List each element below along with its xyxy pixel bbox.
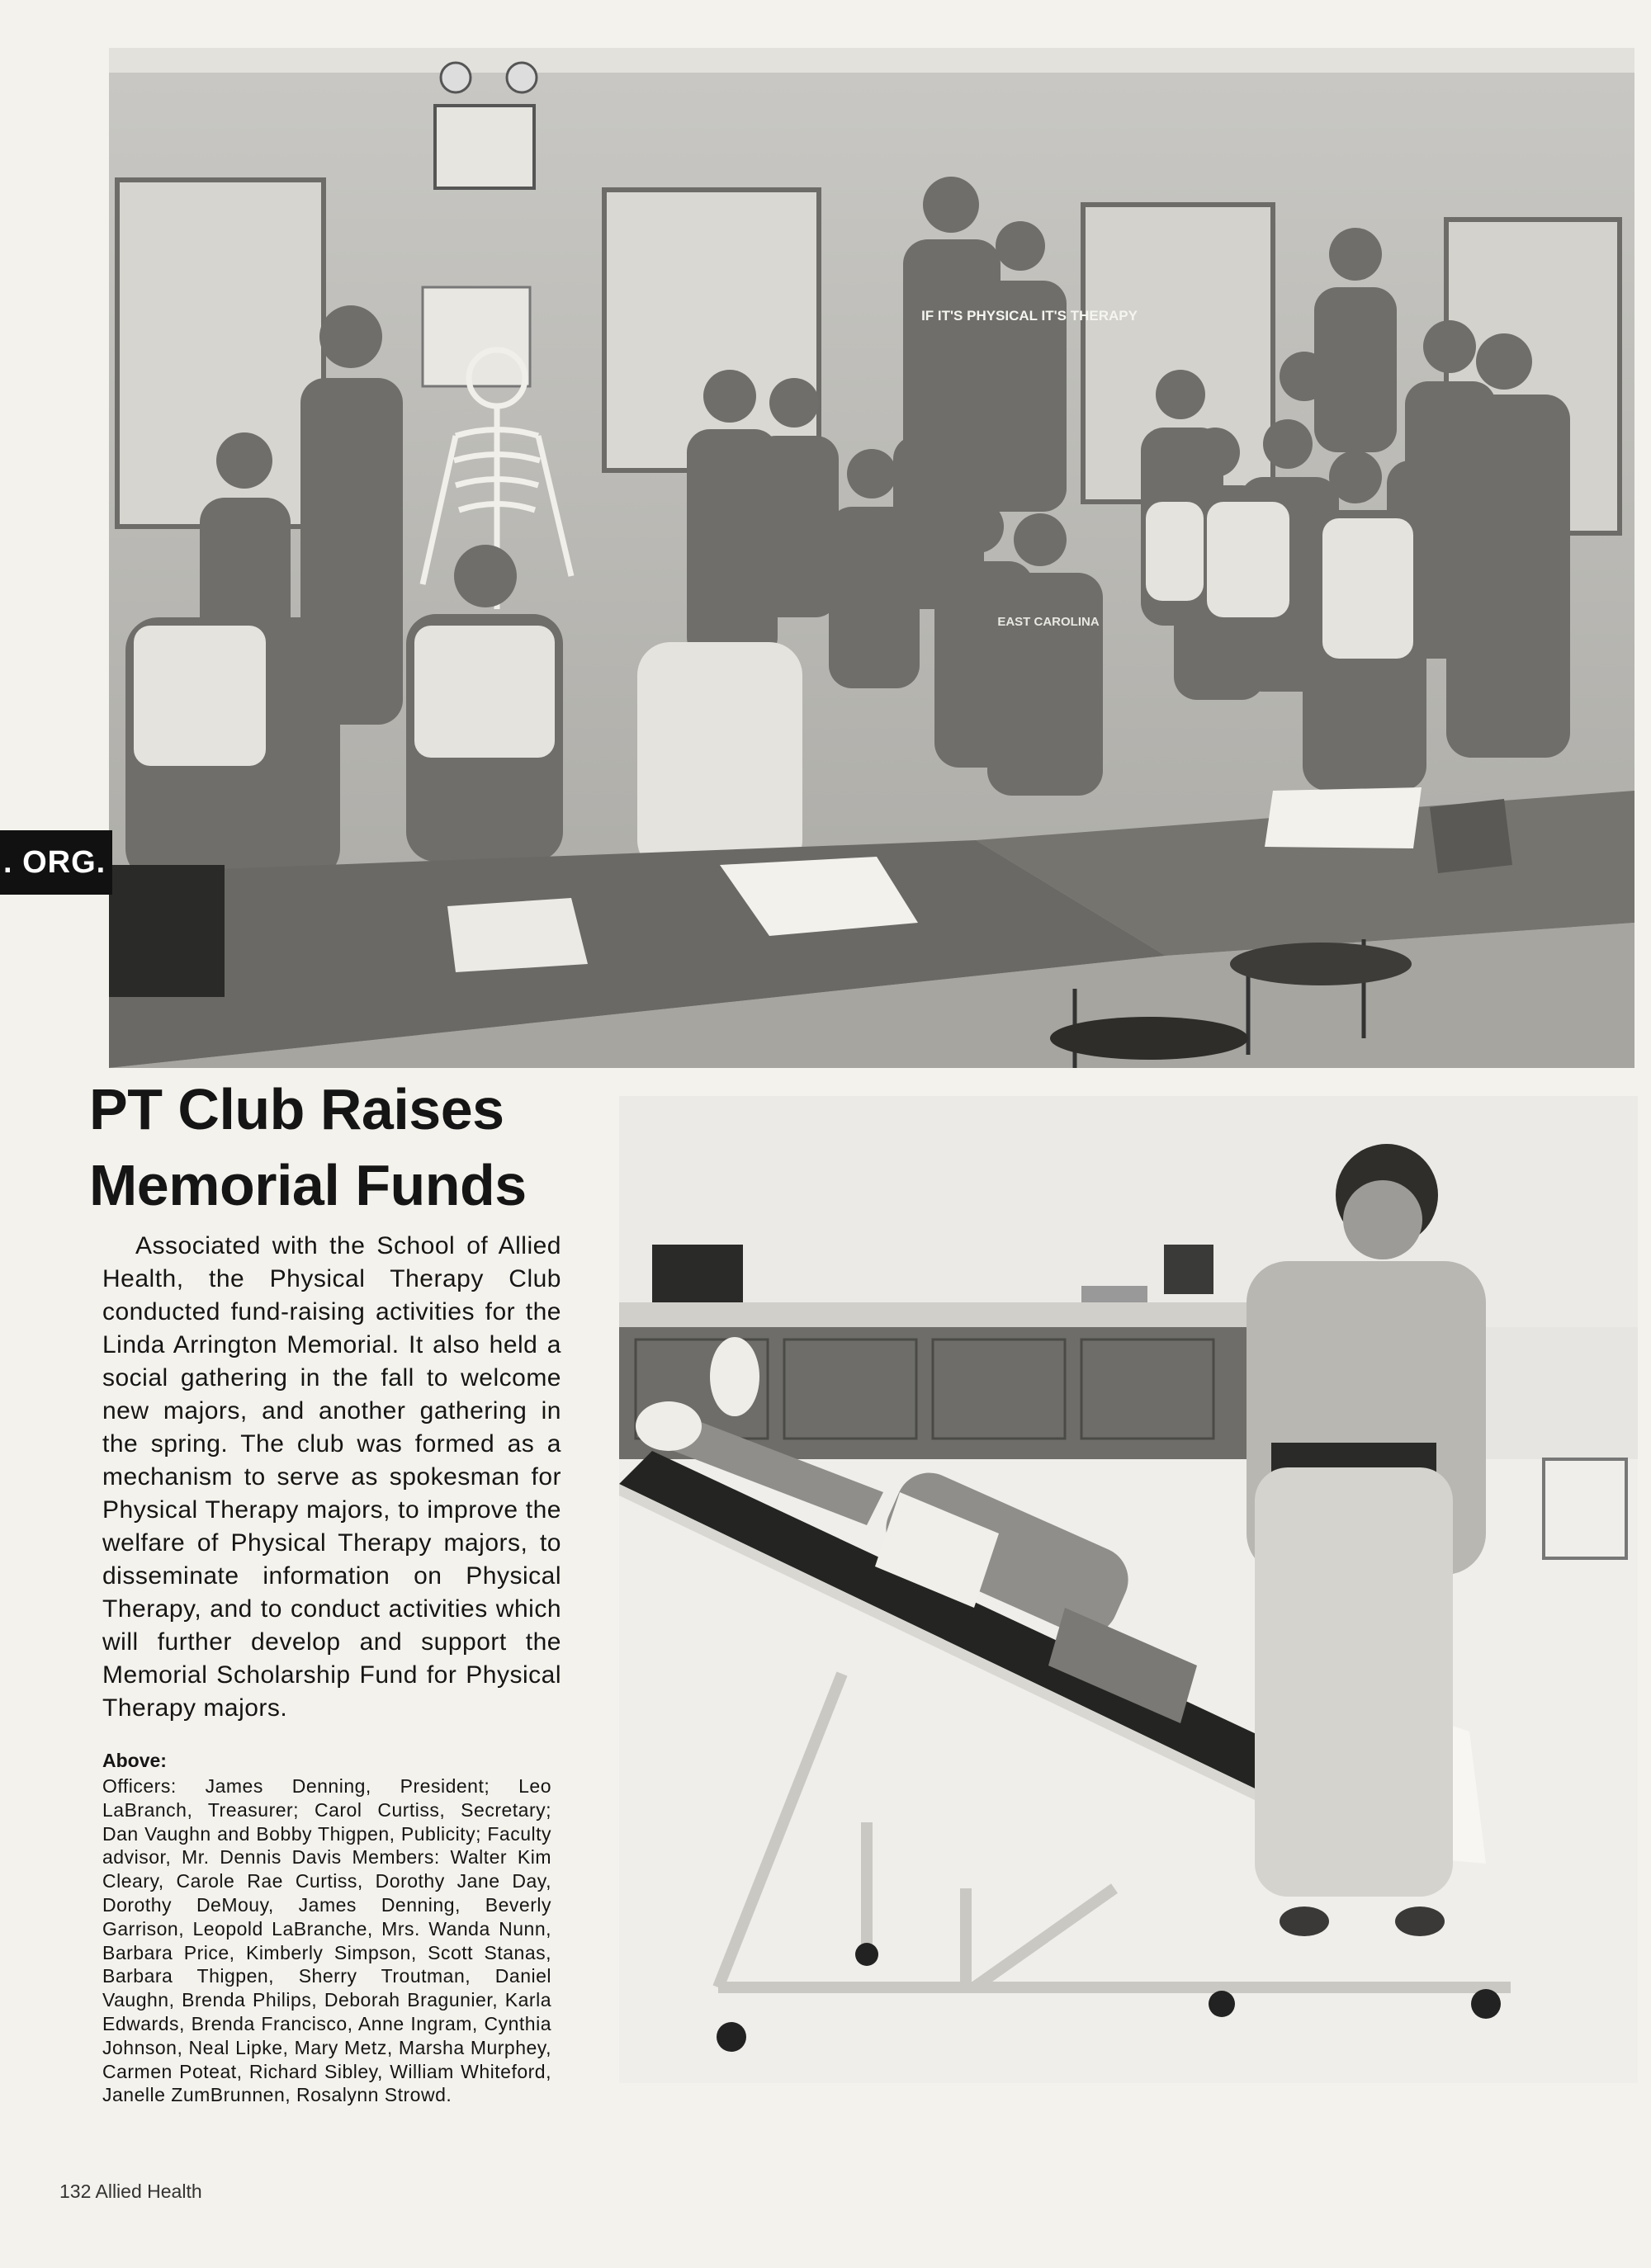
article-body: Associated with the School of Allied Health, the Physical Therapy Club conducted fund-raising activities for the Linda Arrington Memorial. It also held a social gathering in the fall to welcome new majors, and another gathering in the spring. The club was formed as a mechanism to serve as spokesman for Physical Therapy majors, to improve the welfare of Physical Therapy majors, to disseminate information on Physical Therapy, and to conduct activities which will further develop and support the Memorial Scholarship Fund for Physical Therapy majors. [102, 1232, 561, 1722]
caption-label: Above: [102, 1750, 167, 1771]
therapy-photo [619, 1096, 1638, 2083]
headline-line-2: Memorial Funds [89, 1153, 527, 1217]
headline-line-1: PT Club Raises [89, 1077, 504, 1141]
section-tab: . ORG. [0, 830, 112, 895]
page-title [89, 1071, 617, 1223]
east-carolina-shirt-text: EAST CAROLINA [997, 615, 1100, 629]
page-footer: 132 Allied Health [59, 2181, 202, 2202]
therapy-shirt-text: IF IT'S PHYSICAL IT'S THERAPY [921, 308, 1138, 324]
group-photo [109, 48, 1634, 1068]
photo-caption: Officers: James Denning, President; Leo LaBranch, Treasurer; Carol Curtiss, Secretary; Dan Vaughn and Bobby Thigpen, Publicity; Faculty advisor, Mr. Dennis Davis Members: Walter Kim Cleary, Carole Rae Curtiss, Dorothy Jane Day, Dorothy DeMouy, James Denning, Beverly Garrison, Leopold LaBranche, Mrs. Wanda Nunn, Barbara Price, Kimberly Simpson, Scott Stanas, Barbara Thigpen, Sherry Troutman, Daniel Vaughn, Brenda Philips, Deborah Bragunier, Karla Edwards, Brenda Francisco, Anne Ingram, Cynthia Johnson, Neal Lipke, Mary Metz, Marsha Murphey, Carmen Poteat, Richard Sibley, William Whiteford, Janelle ZumBrunnen, Rosalynn Strowd. [102, 1775, 551, 2106]
